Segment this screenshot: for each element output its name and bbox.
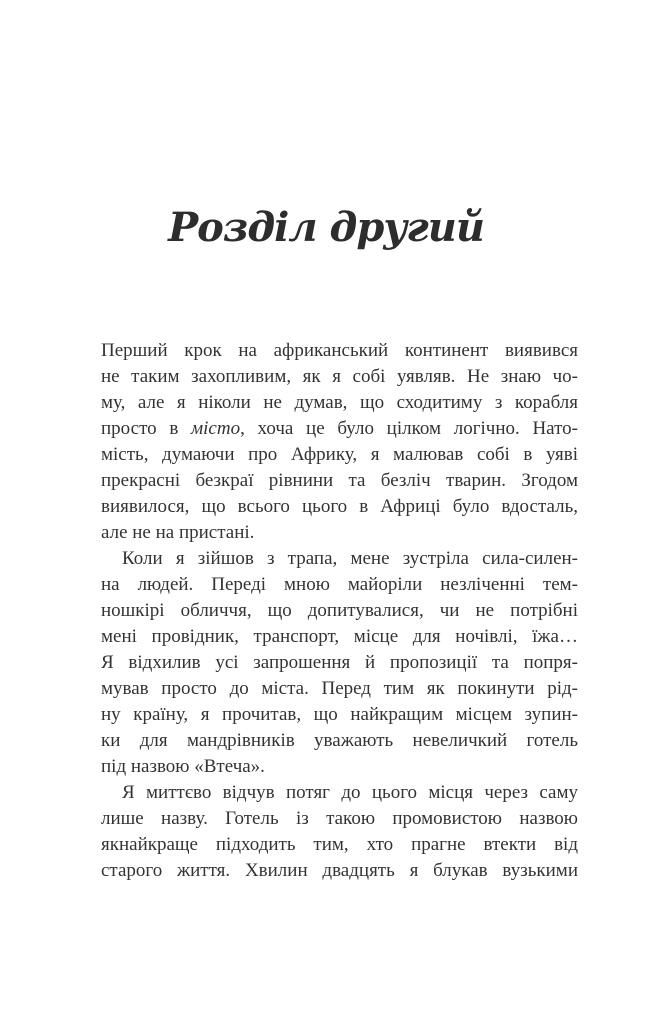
text-line [101,624,578,650]
text-segment: Я відхилив усі запрошення й пропозиції та попря- [101,652,578,673]
text-line [101,858,578,884]
text-segment: виявилося, що всього цього в Африці було вдосталь, [101,496,578,517]
paragraph-2 [101,546,578,780]
text-line [101,650,578,676]
paragraph-3 [101,780,578,884]
text-segment: прекрасні безкраї рівнини та безліч тварин. Згодом [101,470,578,491]
text-segment: , хоча це було цілком логічно. Нато- [240,418,578,439]
text-segment: ношкірі обличчя, що допитувалися, чи не потрібні [101,600,578,621]
text-segment: просто в [101,418,192,439]
text-line [101,598,578,624]
text-line [101,702,578,728]
text-segment: мені провідник, транспорт, місце для ночівлі, їжа… [101,626,578,647]
text-segment: му, але я ніколи не думав, що сходитиму з корабля [101,392,578,413]
text-segment: ну країну, я прочитав, що найкращим місцем зупин- [101,704,578,725]
text-line [101,338,578,364]
text-segment: не таким захопливим, як я собі уявляв. Не знаю чо- [101,366,578,387]
text-segment: Коли я зійшов з трапа, мене зустріла сила-силен- [122,548,578,569]
text-segment: ки для мандрівників уважають невеличкий готель [101,730,578,751]
text-line [101,546,578,572]
text-line [101,780,578,806]
paragraph-1 [101,338,578,546]
text-segment: якнайкраще підходить тим, хто прагне втекти від [101,834,578,855]
text-segment: мість, думаючи про Африку, я малював собі в уяві [101,444,578,465]
text-segment: мував просто до міста. Перед тим як покинути рід- [101,678,578,699]
body-text [101,338,578,884]
text-segment: на людей. Переді мною майоріли незліченні тем- [101,574,578,595]
italic-text: місто [191,418,241,439]
text-segment: але не на пристані. [101,522,255,543]
text-line [101,442,578,468]
text-line [101,832,578,858]
text-line [101,494,578,520]
text-line [101,520,578,546]
text-line [101,390,578,416]
text-line [101,572,578,598]
text-segment: старого життя. Хвилин двадцять я блукав вузькими [101,860,578,881]
text-line [101,676,578,702]
text-segment: Перший крок на африканський континент виявився [101,340,578,361]
text-line [101,754,578,780]
text-line [101,728,578,754]
text-line [101,364,578,390]
text-line [101,806,578,832]
text-segment: під назвою «Втеча». [101,756,265,777]
text-line [101,416,578,442]
text-line [101,468,578,494]
text-segment: Я миттєво відчув потяг до цього місця через саму [122,782,578,803]
text-segment: лише назву. Готель із такою промовистою назвою [101,808,578,829]
chapter-title: Розділ другий [168,204,484,251]
